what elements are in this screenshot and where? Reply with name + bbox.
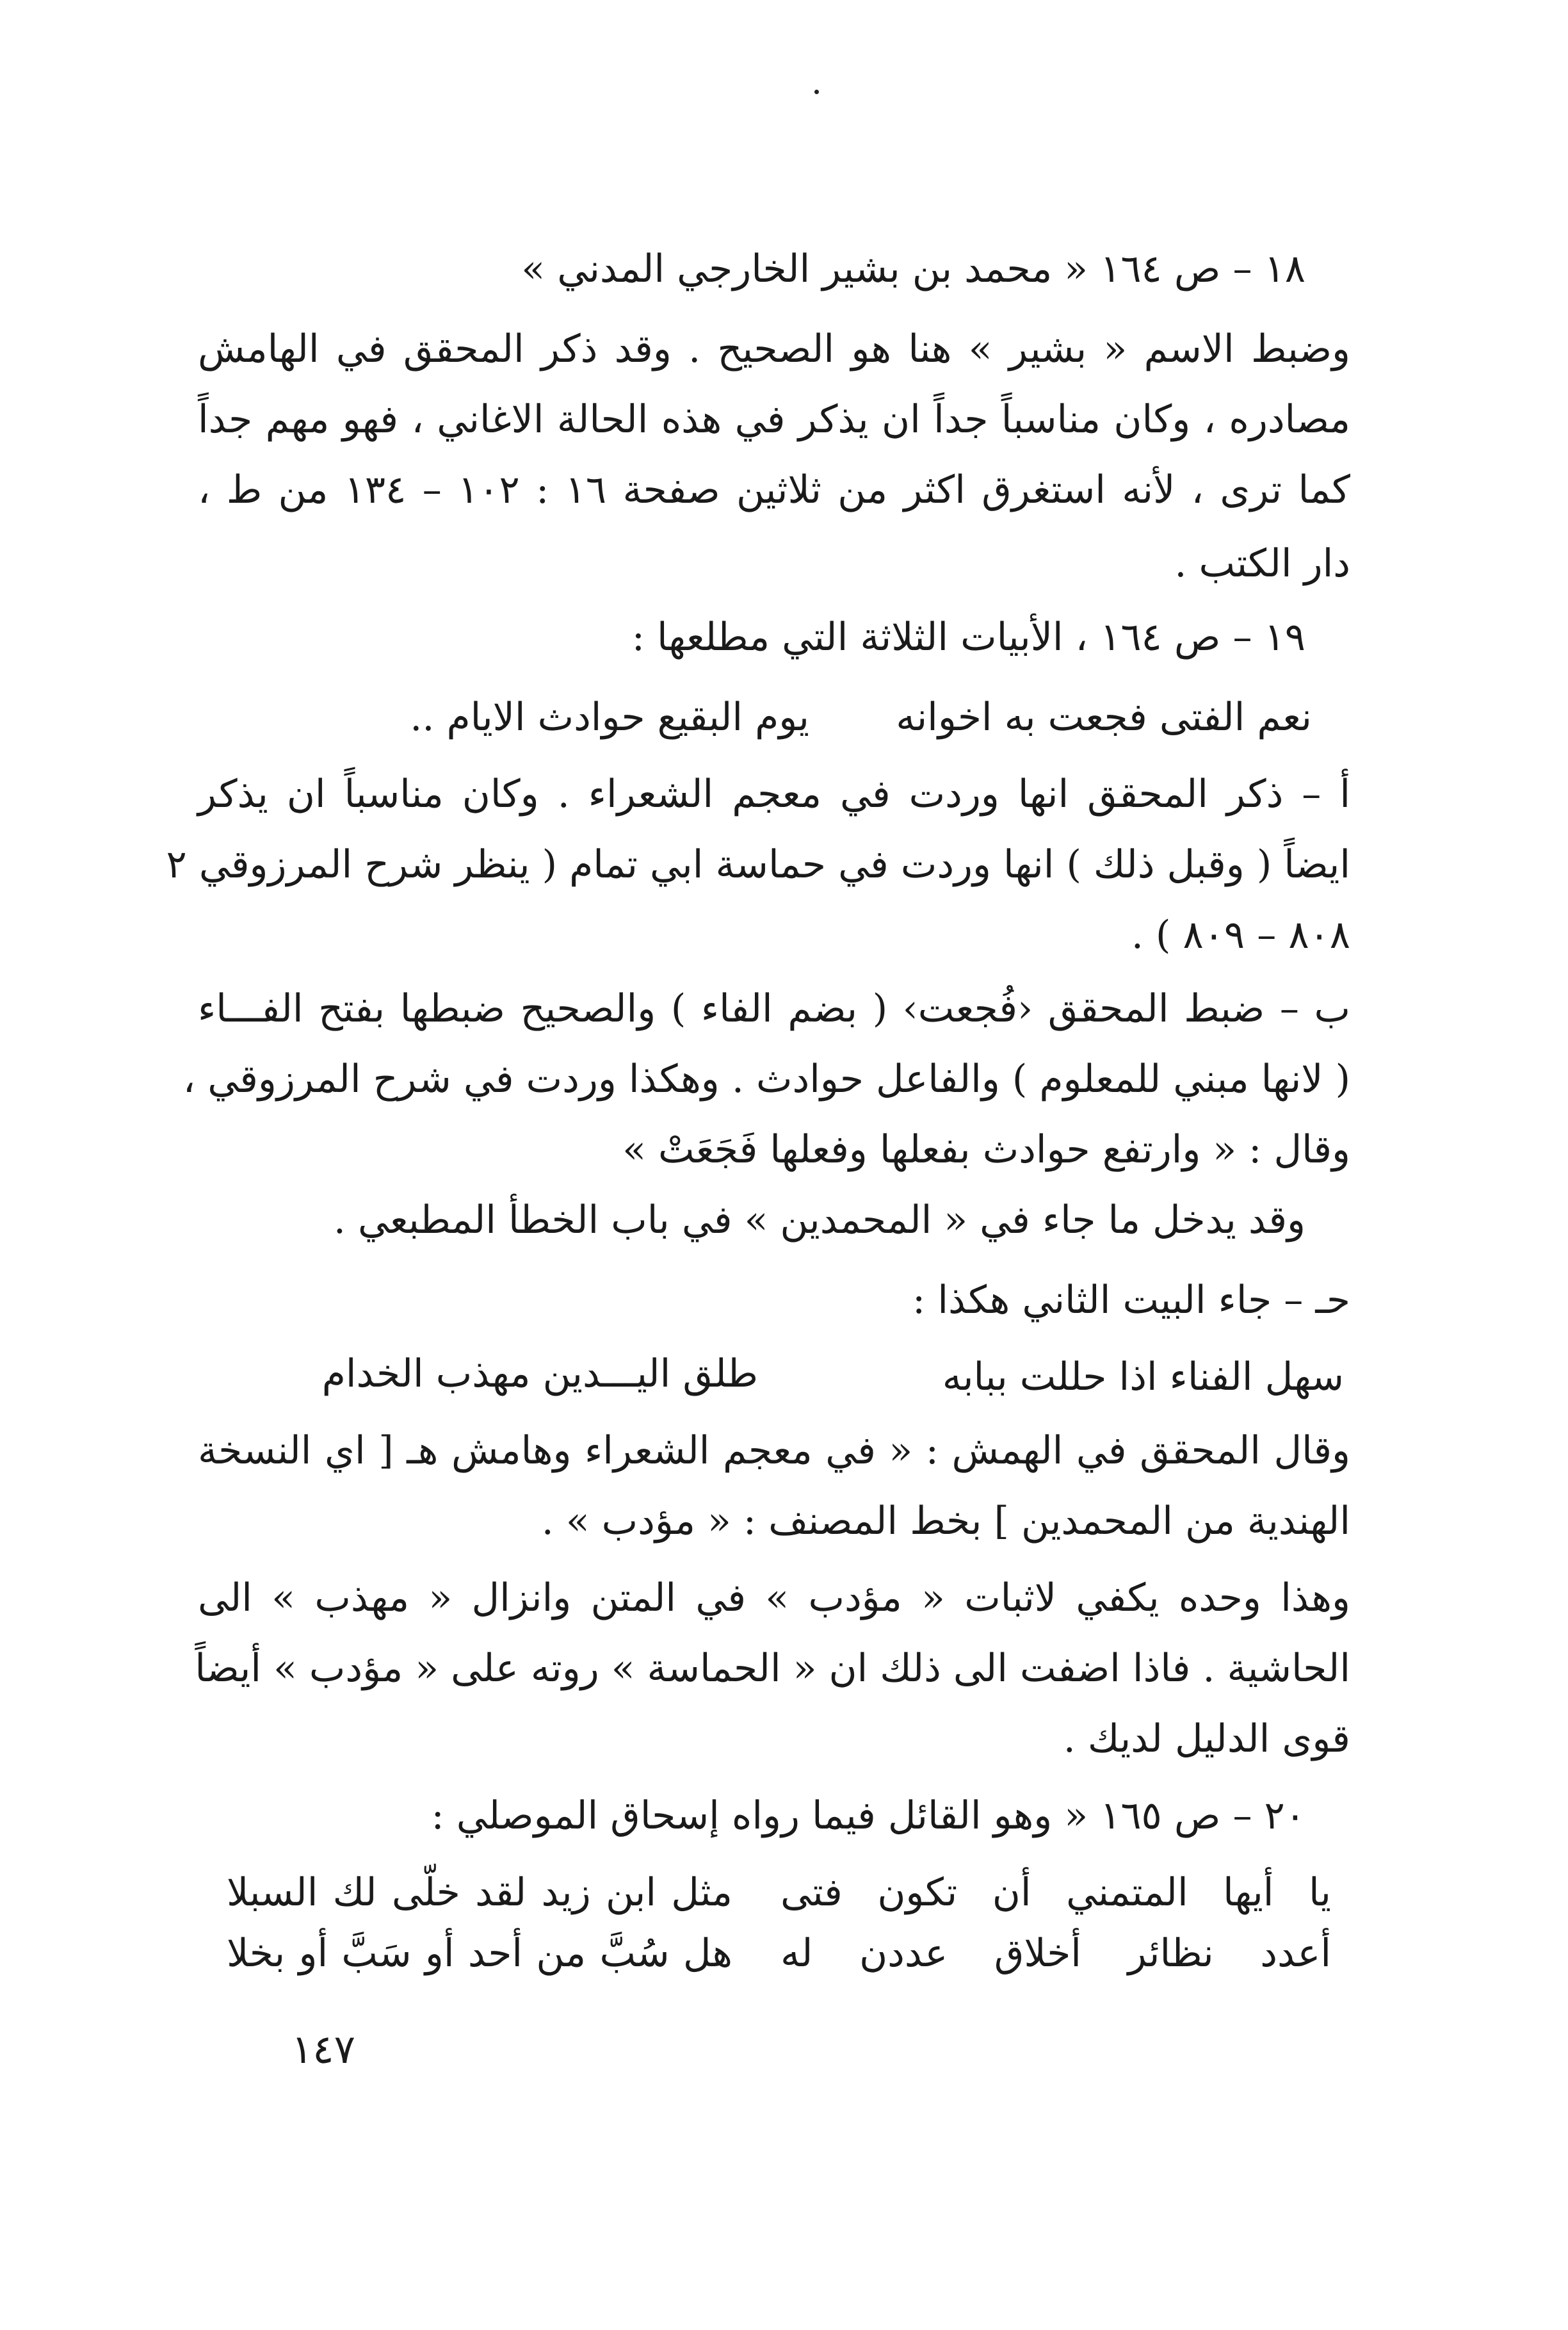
entry-20-verse-2-hemistich-2: هل سُبَّ من أحد أو سَبَّ أو بخلا	[227, 1931, 732, 1976]
entry-19-part-b-line-4: وقد يدخل ما جاء في « المحمدين » في باب الخطأ المطبعي .	[333, 1198, 1305, 1242]
entry-19-verse2-hemistich-2: طلق اليـــدين مهذب الخدام	[321, 1351, 758, 1396]
entry-19-part-b-line-1: ب – ضبط المحقق ‹فُجعت› ( بضم الفاء ) والصحيح ضبطها بفتح الفـــاء	[198, 986, 1350, 1031]
entry-19-part-c-line-3: وهذا وحده يكفي لاثبات « مؤدب » في المتن وانزال « مهذب » الى	[198, 1576, 1350, 1620]
entry-18-line-3: كما ترى ، لأنه استغرق اكثر من ثلاثين صفحة ١٦ : ١٠٢ – ١٣٤ من ط ،	[198, 468, 1350, 512]
entry-19-heading: ١٩ – ص ١٦٤ ، الأبيات الثلاثة التي مطلعها :	[631, 615, 1305, 660]
entry-19-part-c-line-2: الهندية من المحمدين ] بخط المصنف : « مؤدب » .	[541, 1499, 1350, 1544]
entry-20-heading: ٢٠ – ص ١٦٥ « وهو القائل فيما رواه إسحاق الموصلي :	[431, 1793, 1305, 1838]
entry-20-verse-1-hemistich-2: مثل ابن زيد لقد خلّى لك السبلا	[227, 1870, 732, 1915]
entry-19-part-a-line-2: ايضاً ( وقبل ذلك ) انها وردت في حماسة ابي تمام ( ينظر شرح المرزوقي ٢	[166, 842, 1350, 887]
entry-18-heading: ١٨ – ص ١٦٤ « محمد بن بشير الخارجي المدني »	[521, 247, 1305, 291]
ink-speck	[814, 90, 819, 94]
entry-18-line-4: دار الكتب .	[1174, 541, 1350, 586]
entry-19-part-c-line-5: قوى الدليل لديك .	[1063, 1716, 1350, 1761]
entry-19-part-a-line-1: أ – ذكر المحقق انها وردت في معجم الشعراء . وكان مناسباً ان يذكر	[198, 772, 1350, 817]
entry-18-line-2: مصادره ، وكان مناسباً جداً ان يذكر في هذه الحالة الاغاني ، فهو مهم جداً	[198, 397, 1350, 442]
entry-19-verse-hemistich-2: يوم البقيع حوادث الايام ..	[410, 695, 809, 740]
page-number: ١٤٧	[291, 2026, 355, 2073]
entry-20-verse-2-hemistich-1: أعدد نظائر أخلاق عددن له	[780, 1931, 1331, 1976]
entry-18-line-1: وضبط الاسم « بشير » هنا هو الصحيح . وقد ذكر المحقق في الهامش	[198, 327, 1350, 371]
entry-19-part-b-line-2: ( لانها مبني للمعلوم ) والفاعل حوادث . وهكذا وردت في شرح المرزوقي ،	[182, 1057, 1350, 1102]
entry-19-part-c-line-1: وقال المحقق في الهمش : « في معجم الشعراء وهامش هـ [ اي النسخة	[198, 1428, 1350, 1473]
entry-19-part-a-line-3: ٨٠٨ – ٨٠٩ ) .	[1131, 913, 1350, 957]
entry-19-verse2-hemistich-1: سهل الفناء اذا حللت ببابه	[942, 1355, 1344, 1399]
entry-19-part-c-heading: حـ – جاء البيت الثاني هكذا :	[912, 1278, 1350, 1323]
entry-19-part-c-line-4: الحاشية . فاذا اضفت الى ذلك ان « الحماسة » روته على « مؤدب » أيضاً	[195, 1646, 1350, 1691]
entry-19-part-b-line-3: وقال : « وارتفع حوادث بفعلها وفعلها فَجَعَتْ »	[622, 1127, 1350, 1172]
entry-20-verse-1-hemistich-1: يا أيها المتمني أن تكون فتى	[780, 1870, 1331, 1915]
entry-19-verse-hemistich-1: نعم الفتى فجعت به اخوانه	[896, 695, 1312, 740]
